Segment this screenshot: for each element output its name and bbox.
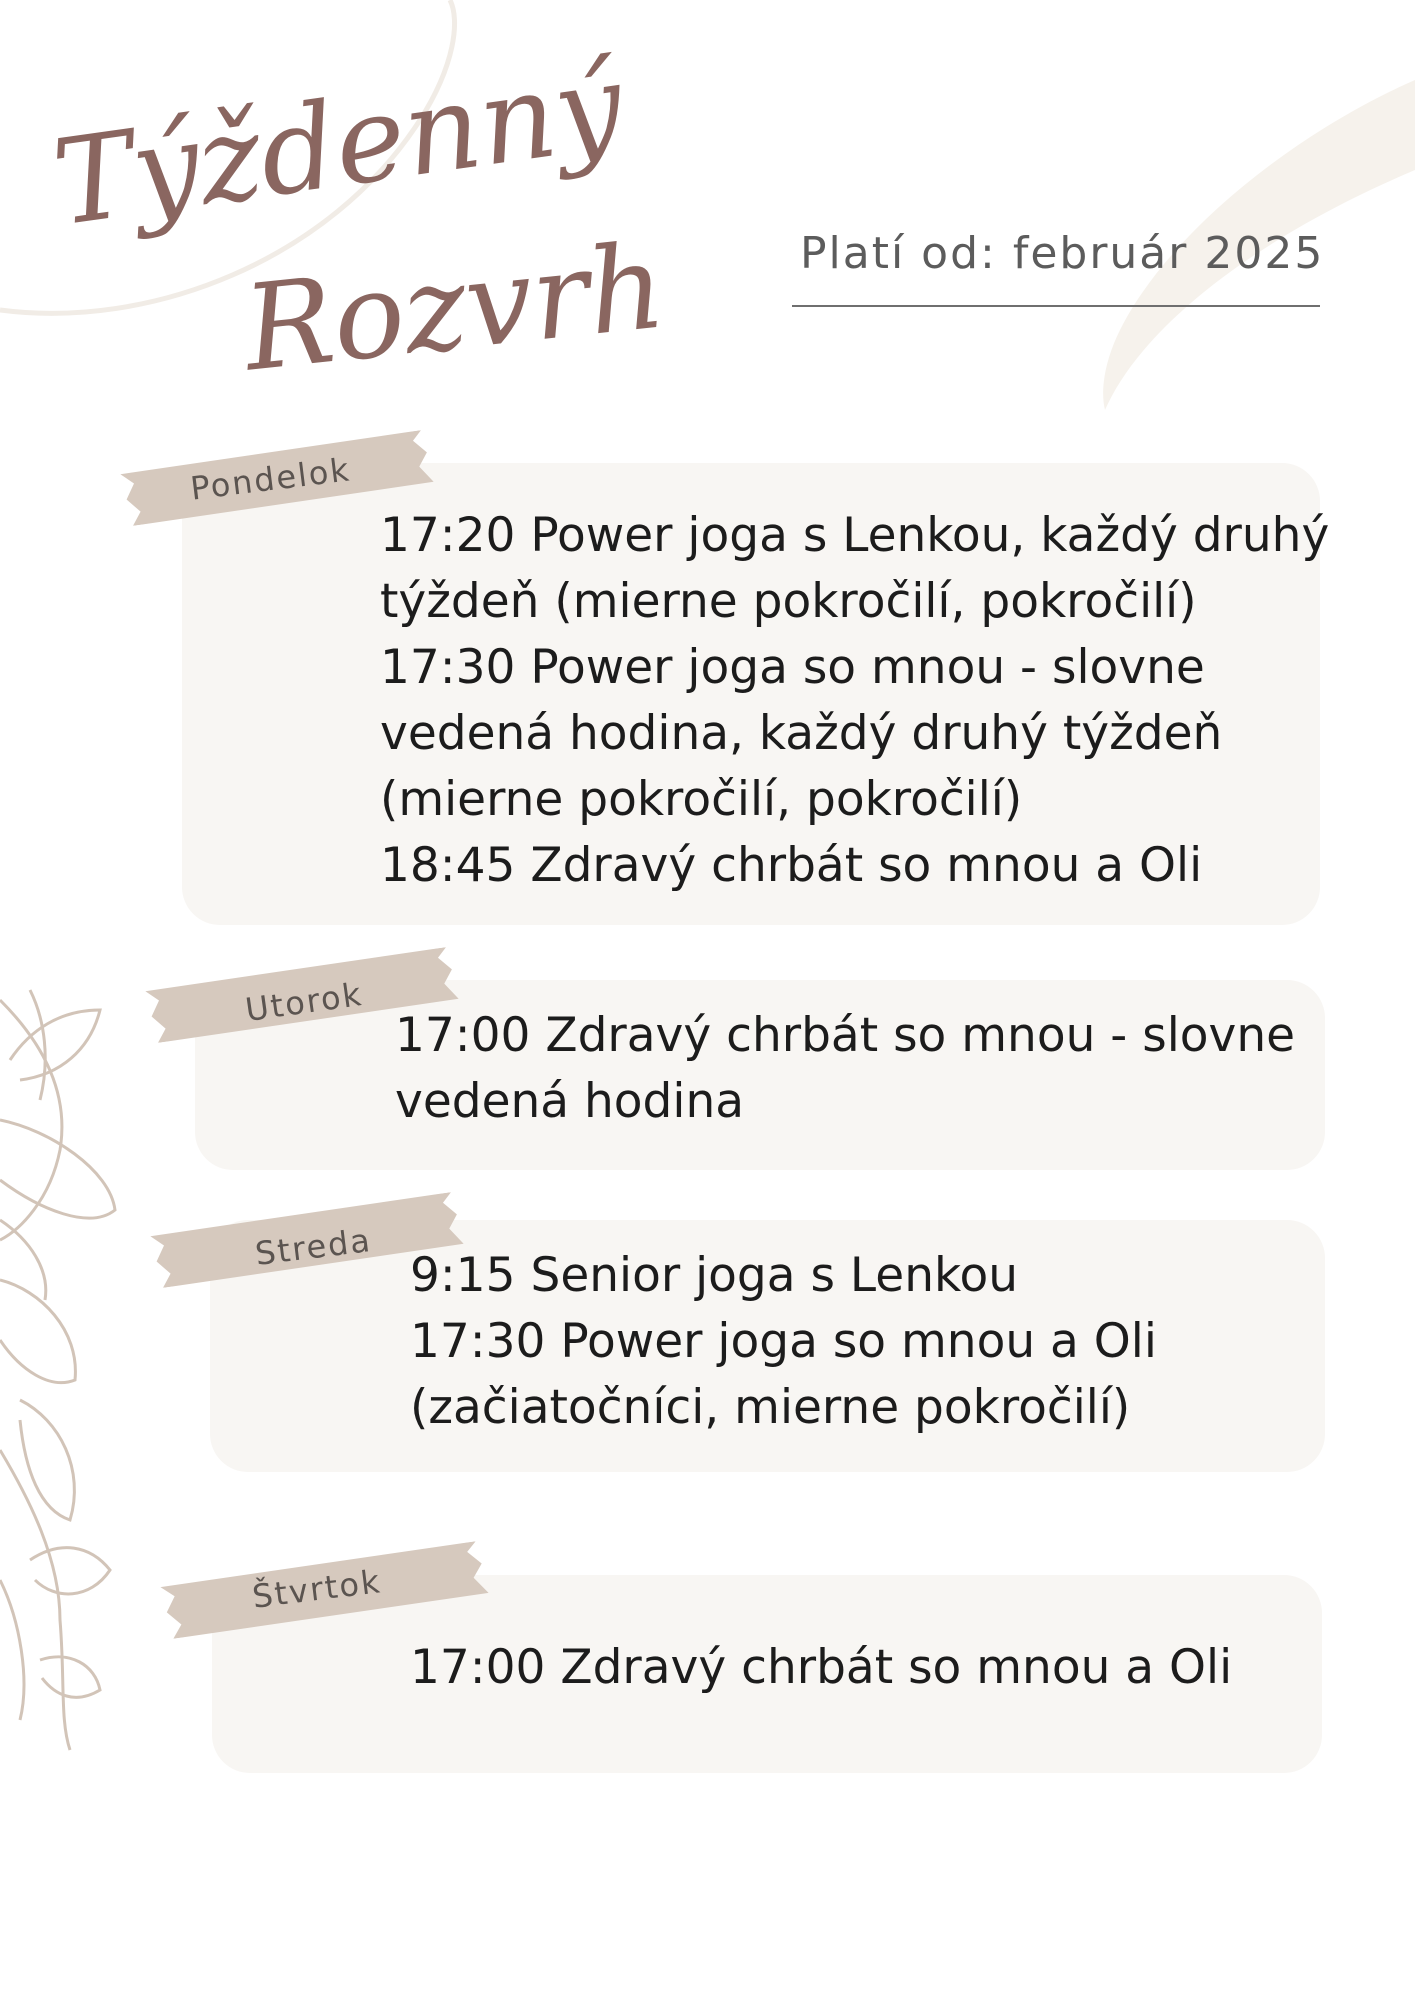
schedule-line: (začiatočníci, mierne pokročilí) — [410, 1380, 1131, 1435]
day-label-tuesday: Utorok — [242, 974, 366, 1030]
schedule-line: 17:30 Power joga so mnou a Oli — [410, 1314, 1157, 1369]
schedule-line: týždeň (mierne pokročilí, pokročilí) — [380, 574, 1197, 629]
day-label-wednesday: Streda — [253, 1221, 374, 1273]
valid-from-underline — [792, 305, 1320, 307]
schedule-line: 9:15 Senior joga s Lenkou — [410, 1248, 1019, 1303]
day-label-thursday: Štvrtok — [250, 1562, 384, 1616]
schedule-text-wednesday — [410, 1243, 1157, 1441]
floral-line-art — [0, 990, 115, 1750]
page-title-line-1: Týždenný — [45, 36, 631, 253]
schedule-line: vedená hodina — [395, 1074, 745, 1129]
schedule-text-tuesday — [395, 1003, 1295, 1135]
day-label-monday: Pondelok — [188, 450, 353, 508]
schedule-line: 18:45 Zdravý chrbát so mnou a Oli — [380, 838, 1203, 893]
schedule-line: (mierne pokročilí, pokročilí) — [380, 772, 1023, 827]
schedule-line: 17:20 Power joga s Lenkou, každý druhý — [380, 508, 1330, 563]
schedule-line: 17:00 Zdravý chrbát so mnou - slovne — [395, 1008, 1296, 1063]
valid-from-text: Platí od: február 2025 — [800, 228, 1325, 279]
schedule-text-thursday — [410, 1635, 1232, 1701]
schedule-line: 17:00 Zdravý chrbát so mnou a Oli — [410, 1640, 1233, 1695]
page-title-line-2: Rozvrh — [237, 216, 672, 398]
schedule-text-monday — [380, 503, 1329, 899]
schedule-line: 17:30 Power joga so mnou - slovne — [380, 640, 1205, 695]
schedule-line: vedená hodina, každý druhý týždeň — [380, 706, 1223, 761]
